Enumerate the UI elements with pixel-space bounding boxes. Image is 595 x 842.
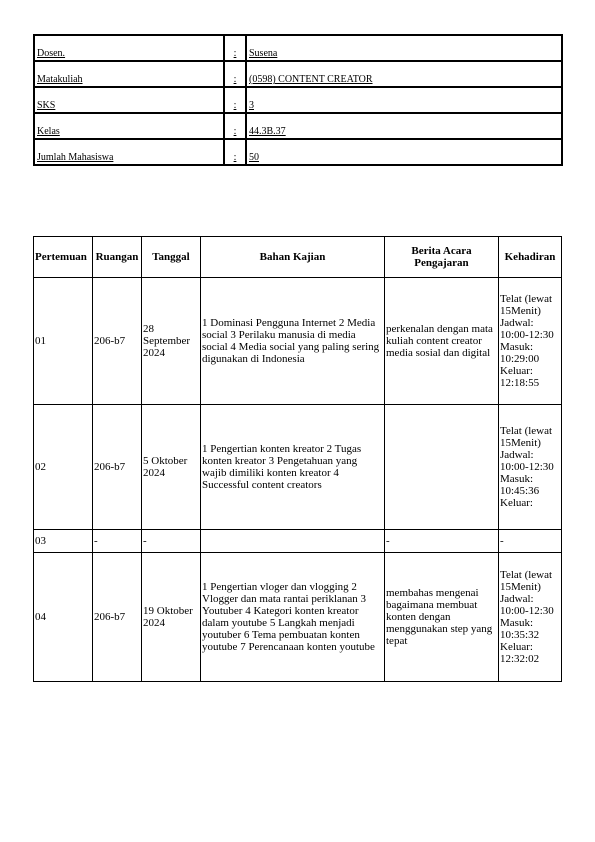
info-colon bbox=[224, 139, 246, 165]
course-info-table bbox=[33, 34, 563, 166]
info-label-text: Matakuliah bbox=[37, 74, 83, 85]
info-label-text: Dosen. bbox=[37, 48, 66, 59]
info-label-text: Jumlah Mahasiswa bbox=[37, 152, 114, 163]
info-row bbox=[34, 113, 562, 139]
info-colon-text: : bbox=[233, 74, 237, 85]
cell-tanggal: 28 September 2024 bbox=[142, 278, 201, 405]
info-value bbox=[246, 61, 562, 87]
info-value-text: 3 bbox=[249, 100, 254, 111]
header-berita-acara: Berita Acara Pengajaran bbox=[385, 237, 499, 278]
header-ruangan: Ruangan bbox=[93, 237, 142, 278]
meeting-table bbox=[33, 236, 562, 682]
cell-pertemuan: 03 bbox=[34, 530, 93, 553]
header-kehadiran: Kehadiran bbox=[499, 237, 562, 278]
info-value bbox=[246, 35, 562, 61]
info-row bbox=[34, 61, 562, 87]
cell-ruangan: 206-b7 bbox=[93, 278, 142, 405]
cell-bahan: 1 Dominasi Pengguna Internet 2 Media social 3 Perilaku manusia di media social 4 Media social yang paling sering digunakan di Indonesia bbox=[201, 278, 385, 405]
header-pertemuan: Pertemuan bbox=[34, 237, 93, 278]
meeting-table-body bbox=[34, 278, 562, 682]
cell-berita: - bbox=[385, 530, 499, 553]
table-row bbox=[34, 405, 562, 530]
table-row bbox=[34, 530, 562, 553]
info-colon-text: : bbox=[233, 152, 237, 163]
cell-kehadiran: Telat (lewat 15Menit) Jadwal: 10:00-12:30 Masuk: 10:45:36 Keluar: bbox=[499, 405, 562, 530]
info-value-text: (0598) CONTENT CREATOR bbox=[249, 74, 373, 85]
info-colon-text: : bbox=[233, 126, 237, 137]
cell-kehadiran: Telat (lewat 15Menit) Jadwal: 10:00-12:30 Masuk: 10:35:32 Keluar: 12:32:02 bbox=[499, 553, 562, 682]
info-label-text: Kelas bbox=[37, 126, 60, 137]
cell-bahan: 1 Pengertian konten kreator 2 Tugas konten kreator 3 Pengetahuan yang wajib dimiliki konten kreator 4 Successful content creators bbox=[201, 405, 385, 530]
cell-pertemuan: 02 bbox=[34, 405, 93, 530]
cell-ruangan: 206-b7 bbox=[93, 405, 142, 530]
info-label bbox=[34, 113, 224, 139]
info-colon-text: : bbox=[233, 48, 237, 59]
header-tanggal: Tanggal bbox=[142, 237, 201, 278]
cell-kehadiran: - bbox=[499, 530, 562, 553]
info-row bbox=[34, 35, 562, 61]
info-value bbox=[246, 87, 562, 113]
cell-pertemuan: 01 bbox=[34, 278, 93, 405]
header-bahan-kajian: Bahan Kajian bbox=[201, 237, 385, 278]
info-label bbox=[34, 139, 224, 165]
info-label bbox=[34, 87, 224, 113]
info-value bbox=[246, 139, 562, 165]
info-value bbox=[246, 113, 562, 139]
table-row bbox=[34, 553, 562, 682]
info-label bbox=[34, 35, 224, 61]
cell-pertemuan: 04 bbox=[34, 553, 93, 682]
info-value-text: 50 bbox=[249, 152, 259, 163]
cell-bahan: 1 Pengertian vloger dan vlogging 2 Vlogger dan mata rantai periklanan 3 Youtuber 4 Kategori konten kreator dalam youtube 5 Langkah menjadi youtuber 6 Tema pembuatan konten youtube 7 Perencanaan konten youtube bbox=[201, 553, 385, 682]
info-colon-text: : bbox=[233, 100, 237, 111]
info-row bbox=[34, 87, 562, 113]
info-value-text: 44.3B.37 bbox=[249, 126, 286, 137]
cell-berita bbox=[385, 405, 499, 530]
course-info-body bbox=[34, 35, 562, 165]
cell-kehadiran: Telat (lewat 15Menit) Jadwal: 10:00-12:30 Masuk: 10:29:00 Keluar: 12:18:55 bbox=[499, 278, 562, 405]
cell-tanggal: 5 Oktober 2024 bbox=[142, 405, 201, 530]
info-colon bbox=[224, 61, 246, 87]
cell-ruangan: 206-b7 bbox=[93, 553, 142, 682]
cell-tanggal: - bbox=[142, 530, 201, 553]
cell-ruangan: - bbox=[93, 530, 142, 553]
meeting-table-header bbox=[34, 237, 562, 278]
info-label bbox=[34, 61, 224, 87]
cell-bahan bbox=[201, 530, 385, 553]
info-colon bbox=[224, 113, 246, 139]
table-row bbox=[34, 278, 562, 405]
info-row bbox=[34, 139, 562, 165]
cell-berita: membahas mengenai bagaimana membuat konten dengan menggunakan step yang tepat bbox=[385, 553, 499, 682]
info-colon bbox=[224, 87, 246, 113]
info-colon bbox=[224, 35, 246, 61]
cell-tanggal: 19 Oktober 2024 bbox=[142, 553, 201, 682]
cell-berita: perkenalan dengan mata kuliah content creator media sosial dan digital bbox=[385, 278, 499, 405]
info-value-text: Susena bbox=[249, 48, 278, 59]
info-label-text: SKS bbox=[37, 100, 56, 111]
